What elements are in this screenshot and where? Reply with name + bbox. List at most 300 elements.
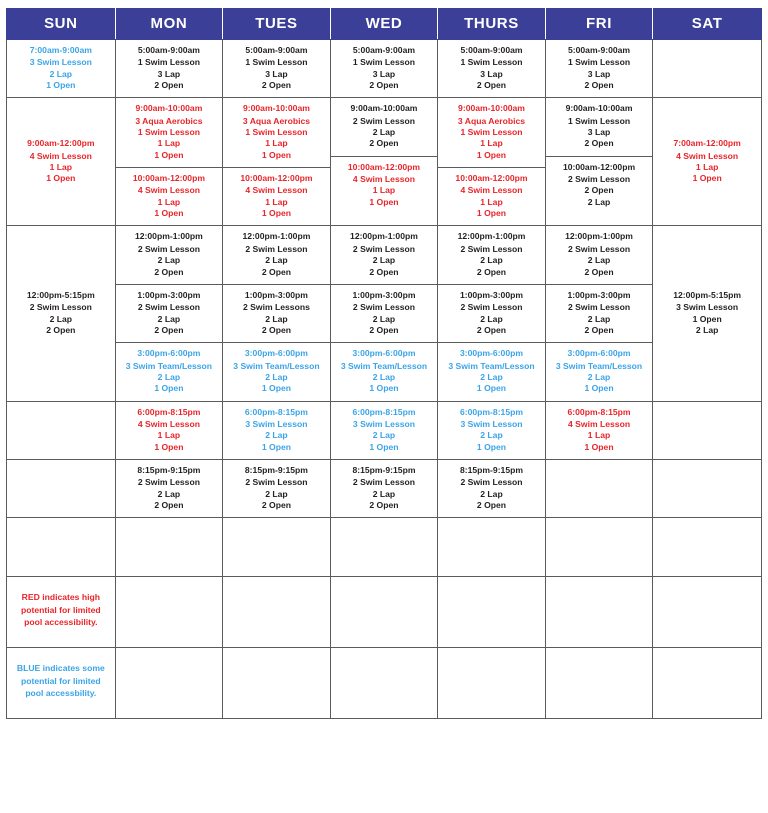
block-detail: 2 Lap [265,313,288,324]
empty-cell [438,577,546,648]
schedule-block [331,40,438,97]
block-detail: 2 Open [154,500,184,510]
block-detail: 2 Swim Lesson [352,243,416,254]
block-detail: 1 Open [476,441,507,452]
column-header-tues: TUES [223,9,331,40]
block-detail: 2 Swim Lesson [352,302,416,313]
block-time: 12:00pm-1:00pm [565,231,633,242]
schedule-block [438,40,545,97]
block-time: 5:00am-9:00am [137,45,200,55]
block-detail: 3 Lap [587,68,611,79]
column-header-thurs: THURS [438,9,546,40]
schedule-block [116,40,223,97]
empty-cell [330,577,438,648]
block-detail: 2 Open [154,266,184,277]
block-detail: 2 Swim Lesson [352,477,416,488]
schedule-block [331,284,438,342]
block-detail: 2 Swim Lesson [245,243,308,254]
block-detail: 1 Open [154,383,184,394]
schedule-cell-sun [7,459,116,517]
empty-cell [223,648,331,719]
block-time: 7:00am-12:00pm [673,138,741,149]
schedule-block [223,226,330,283]
empty-cell [223,577,331,648]
block-detail: 2 Swim Lesson [137,243,200,254]
block-detail: 1 Swim Lesson [567,57,631,68]
schedule-block [223,460,330,517]
block-detail: 2 Open [584,324,614,335]
block-time: 9:00am-10:00am [242,103,310,114]
block-detail: 2 Lap [49,68,73,79]
block-time: 1:00pm-3:00pm [352,289,416,300]
block-detail: 2 Lap [480,313,503,324]
block-detail: 2 Open [369,266,399,277]
block-detail: 1 Lap [157,196,181,207]
table-row-legend-red [7,577,762,648]
block-time: 12:00pm-1:00pm [134,231,203,242]
schedule-cell-thurs [438,459,546,517]
schedule-cell-thurs [438,226,546,401]
block-detail: 2 Lap [480,371,503,382]
schedule-cell-sat [653,98,762,226]
empty-cell [545,577,653,648]
block-detail: 2 Open [584,185,614,196]
block-detail: 2 Lap [265,371,288,382]
block-time: 9:00am-10:00am [135,103,203,114]
schedule-block [116,402,223,459]
block-detail: 1 Swim Lesson [137,57,200,68]
empty-cell [545,518,653,577]
block-detail: 2 Swim Lesson [137,477,200,488]
block-time: 12:00pm-1:00pm [457,231,526,242]
block-detail: 1 Lap [157,430,181,441]
table-row-legend-blue [7,648,762,719]
schedule-block [331,156,438,214]
schedule-block [546,342,653,400]
block-detail: 1 Open [476,383,507,394]
block-detail: 2 Lap [372,371,396,382]
block-detail: 3 Lap [372,68,396,79]
schedule-block [653,133,761,190]
block-detail: 2 Lap [157,371,181,382]
block-detail: 3 Swim Team/Lesson [125,360,213,371]
block-detail: 2 Swim Lesson [29,302,92,313]
block-detail: 3 Swim Lesson [352,418,416,429]
block-detail: 2 Lap [265,488,288,499]
table-row [7,98,762,226]
block-detail: 1 Open [46,80,76,91]
block-detail: 1 Lap [480,196,503,207]
block-detail: 2 Open [369,500,399,510]
schedule-block [223,98,330,167]
schedule-block [546,284,653,342]
block-detail: 3 Swim Lesson [460,418,523,429]
schedule-block [546,98,653,155]
schedule-block [116,167,223,225]
schedule-cell-sat [653,459,762,517]
block-detail: 3 Aqua Aerobics [135,115,203,126]
schedule-cell-sat [653,226,762,401]
block-detail: 1 Open [154,208,184,219]
block-time: 5:00am-9:00am [567,45,631,55]
block-detail: 3 Aqua Aerobics [457,115,526,126]
block-time: 12:00pm-5:15pm [673,289,742,300]
schedule-block [331,226,438,283]
block-detail: 1 Swim Lesson [460,57,523,68]
schedule-cell-mon [115,401,223,459]
block-detail: 1 Open [154,441,184,452]
empty-cell [115,518,223,577]
block-detail: 2 Open [261,324,291,335]
block-time: 10:00am-12:00pm [562,161,636,172]
block-detail: 1 Open [46,173,76,184]
schedule-block [438,284,545,342]
block-detail: 2 Open [584,138,614,149]
block-detail: 3 Swim Team/Lesson [448,360,535,371]
block-detail: 2 Swim Lessons [243,302,310,313]
schedule-block [331,402,438,459]
table-row [7,401,762,459]
empty-cell [115,648,223,719]
block-time: 7:00am-9:00am [29,45,92,55]
block-detail: 1 Swim Lesson [460,127,523,138]
block-detail: 4 Swim Lesson [460,185,523,196]
schedule-block [653,285,761,342]
block-detail: 2 Lap [587,196,611,207]
block-detail: 1 Open [692,173,722,184]
block-detail: 2 Lap [480,488,503,499]
table-row-blank [7,518,762,577]
block-detail: 4 Swim Lesson [29,150,92,161]
schedule-cell-sat [653,401,762,459]
block-detail: 3 Swim Team/Lesson [233,360,320,371]
block-time: 5:00am-9:00am [245,45,308,55]
block-detail: 1 Open [261,383,291,394]
schedule-cell-fri [545,459,653,517]
block-detail: 3 Lap [265,68,288,79]
block-detail: 2 Lap [587,371,611,382]
block-detail: 3 Lap [587,127,611,138]
empty-cell [223,518,331,577]
block-detail: 2 Swim Lesson [460,243,523,254]
schedule-cell-wed [330,40,438,98]
block-time: 3:00pm-6:00pm [459,348,524,359]
schedule-block [7,40,115,97]
schedule-cell-sun [7,401,116,459]
schedule-cell-wed [330,459,438,517]
pool-schedule-table [6,8,762,719]
block-detail: 2 Swim Lesson [245,477,308,488]
schedule-cell-tues [223,459,331,517]
block-detail: 2 Lap [372,313,396,324]
block-detail: 1 Lap [49,161,73,172]
table-row [7,226,762,401]
schedule-block [116,342,223,400]
schedule-cell-tues [223,401,331,459]
schedule-cell-thurs [438,98,546,226]
schedule-block [116,284,223,342]
block-detail: 3 Swim Lesson [676,302,739,313]
block-time: 3:00pm-6:00pm [137,348,201,359]
block-detail: 4 Swim Lesson [245,185,308,196]
block-time: 1:00pm-3:00pm [244,289,308,300]
schedule-cell-thurs [438,40,546,98]
schedule-cell-fri [545,226,653,401]
table-row [7,459,762,517]
schedule-block [331,98,438,155]
block-detail: 2 Swim Lesson [137,302,200,313]
block-detail: 1 Open [369,441,399,452]
block-detail: 2 Open [476,80,507,91]
block-time: 1:00pm-3:00pm [459,289,524,300]
column-header-fri: FRI [545,9,653,40]
block-time: 9:00am-10:00am [350,103,418,114]
schedule-body [7,40,762,518]
block-detail: 2 Swim Lesson [352,115,416,126]
block-detail: 2 Lap [372,255,396,266]
schedule-header-row [7,9,762,40]
block-detail: 1 Swim Lesson [352,57,416,68]
block-time: 12:00pm-1:00pm [242,231,311,242]
schedule-cell-sun [7,98,116,226]
block-detail: 3 Swim Lesson [245,418,308,429]
block-detail: 3 Lap [157,68,181,79]
block-detail: 2 Open [369,80,399,91]
schedule-footer-body [7,518,762,719]
column-header-wed: WED [330,9,438,40]
schedule-block [546,40,653,97]
block-detail: 1 Lap [372,185,396,196]
column-header-sat: SAT [653,9,762,40]
legend-red-cell [7,577,116,648]
block-time: 1:00pm-3:00pm [567,289,631,300]
schedule-block [546,156,653,214]
block-detail: 4 Swim Lesson [676,150,739,161]
block-time: 3:00pm-6:00pm [244,348,308,359]
block-detail: 2 Open [584,80,614,91]
schedule-cell-fri [545,98,653,226]
schedule-cell-wed [330,401,438,459]
block-time: 10:00am-12:00pm [240,173,313,184]
block-time: 12:00pm-1:00pm [350,231,418,242]
block-time: 8:15pm-9:15pm [244,464,308,475]
block-detail: 2 Lap [587,313,611,324]
block-detail: 2 Lap [372,430,396,441]
block-detail: 2 Lap [480,255,503,266]
schedule-block [438,98,545,167]
schedule-cell-wed [330,226,438,401]
block-time: 8:15pm-9:15pm [352,464,416,475]
schedule-block [7,133,115,190]
schedule-block [438,460,545,517]
block-detail: 3 Swim Team/Lesson [340,360,428,371]
block-detail: 1 Swim Lesson [567,115,631,126]
schedule-block [438,402,545,459]
empty-cell [653,518,762,577]
schedule-block [438,226,545,283]
block-time: 6:00pm-8:15pm [137,406,201,417]
block-detail: 2 Lap [372,488,396,499]
schedule-block [438,342,545,400]
schedule-cell-fri [545,40,653,98]
block-detail: 2 Open [584,266,614,277]
block-detail: 1 Lap [265,138,288,149]
block-detail: 1 Lap [695,161,719,172]
schedule-cell-mon [115,40,223,98]
block-detail: 1 Lap [480,138,503,149]
schedule-cell-sun [7,226,116,401]
block-detail: 4 Swim Lesson [137,185,200,196]
block-time: 5:00am-9:00am [460,45,523,55]
schedule-block [331,460,438,517]
block-time: 3:00pm-6:00pm [352,348,416,359]
block-detail: 2 Lap [372,127,396,138]
block-time: 6:00pm-8:15pm [352,406,416,417]
block-detail: 2 Lap [49,313,73,324]
block-detail: 1 Swim Lesson [137,127,200,138]
block-detail: 3 Lap [480,68,503,79]
schedule-block [546,226,653,283]
block-detail: 1 Open [369,196,399,207]
block-time: 6:00pm-8:15pm [459,406,524,417]
block-detail: 4 Swim Lesson [352,174,416,185]
table-row [7,40,762,98]
schedule-block [223,284,330,342]
empty-cell [653,577,762,648]
block-detail: 1 Lap [587,430,611,441]
block-detail: 4 Swim Lesson [137,418,200,429]
block-detail: 3 Swim Lesson [29,57,92,68]
block-detail: 2 Swim Lesson [567,302,631,313]
block-detail: 1 Open [261,149,291,160]
schedule-block [223,40,330,97]
block-detail: 2 Lap [157,488,181,499]
schedule-block [223,402,330,459]
legend-blue-cell [7,648,116,719]
block-detail: 2 Swim Lesson [460,477,523,488]
schedule-block [116,98,223,167]
schedule-block [546,402,653,459]
block-time: 10:00am-12:00pm [455,173,528,184]
schedule-cell-mon [115,459,223,517]
block-detail: 2 Open [476,324,507,335]
schedule-block [223,167,330,225]
block-detail: 1 Open [584,383,614,394]
legend-red-note: RED indicates high potential for limited pool accessibility. [20,592,101,628]
block-detail: 2 Lap [157,255,181,266]
empty-cell [545,648,653,719]
block-time: 6:00pm-8:15pm [244,406,308,417]
block-detail: 2 Open [154,80,184,91]
empty-cell [653,648,762,719]
block-detail: 2 Swim Lesson [460,302,523,313]
block-detail: 2 Open [476,500,507,510]
legend-blue-note: BLUE indicates some potential for limited pool accessbility. [16,663,105,699]
block-detail: 2 Open [476,266,507,277]
block-detail: 2 Open [261,500,291,510]
block-detail: 2 Lap [265,430,288,441]
schedule-cell-mon [115,226,223,401]
block-detail: 1 Swim Lesson [245,127,308,138]
block-detail: 3 Swim Team/Lesson [555,360,643,371]
block-detail: 1 Open [692,313,722,324]
block-detail: 1 Swim Lesson [245,57,308,68]
block-detail: 4 Swim Lesson [567,418,631,429]
schedule-cell-thurs [438,401,546,459]
block-time: 3:00pm-6:00pm [567,348,631,359]
schedule-cell-mon [115,98,223,226]
block-detail: 2 Lap [480,430,503,441]
block-detail: 2 Lap [265,255,288,266]
block-detail: 2 Open [154,324,184,335]
block-detail: 1 Lap [265,196,288,207]
block-detail: 2 Swim Lesson [567,174,631,185]
schedule-cell-sun [7,40,116,98]
block-time: 8:15pm-9:15pm [459,464,524,475]
empty-cell [330,518,438,577]
schedule-cell-tues [223,40,331,98]
block-detail: 3 Aqua Aerobics [242,115,311,126]
block-detail: 2 Open [261,80,291,91]
block-time: 10:00am-12:00pm [132,173,205,184]
schedule-block [7,285,115,342]
block-detail: 1 Open [476,208,507,219]
block-detail: 2 Swim Lesson [567,243,631,254]
block-detail: 2 Lap [695,324,719,335]
block-time: 6:00pm-8:15pm [567,406,631,417]
block-detail: 1 Lap [157,138,181,149]
schedule-cell-tues [223,98,331,226]
block-detail: 2 Lap [587,255,611,266]
block-time: 1:00pm-3:00pm [137,289,201,300]
block-detail: 2 Open [369,324,399,335]
schedule-cell-fri [545,401,653,459]
block-detail: 1 Open [584,441,614,452]
empty-cell [330,648,438,719]
schedule-block [116,460,223,517]
block-detail: 1 Open [261,208,291,219]
block-detail: 1 Open [261,441,291,452]
block-time: 9:00am-12:00pm [27,138,95,149]
empty-cell [115,577,223,648]
schedule-block [223,342,330,400]
empty-cell [438,518,546,577]
schedule-block [438,167,545,225]
schedule-cell-wed [330,98,438,226]
schedule-block [331,342,438,400]
block-detail: 1 Open [154,149,184,160]
block-detail: 2 Open [261,266,291,277]
schedule-block [116,226,223,283]
block-time: 9:00am-10:00am [565,103,633,114]
column-header-sun: SUN [7,9,116,40]
block-detail: 1 Open [476,149,507,160]
block-time: 5:00am-9:00am [352,45,416,55]
block-detail: 2 Open [46,324,76,335]
block-time: 9:00am-10:00am [458,103,525,114]
block-time: 10:00am-12:00pm [347,161,421,172]
empty-cell [7,518,116,577]
empty-cell [438,648,546,719]
block-detail: 2 Open [369,138,399,149]
schedule-cell-tues [223,226,331,401]
block-time: 12:00pm-5:15pm [26,289,95,300]
block-detail: 1 Open [369,383,399,394]
block-time: 8:15pm-9:15pm [137,464,201,475]
schedule-cell-sat [653,40,762,98]
column-header-mon: MON [115,9,223,40]
block-detail: 2 Lap [157,313,181,324]
